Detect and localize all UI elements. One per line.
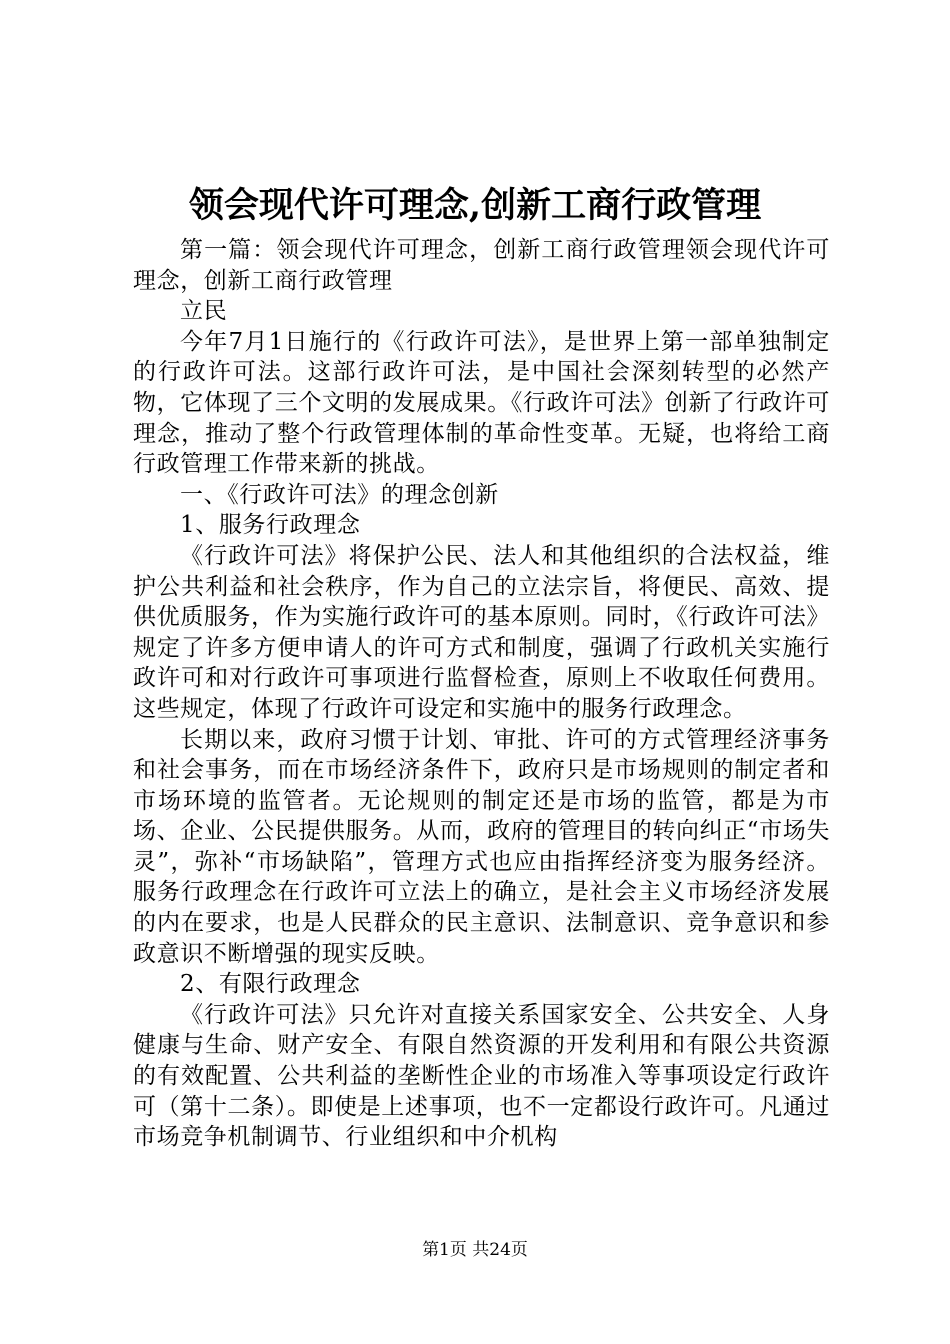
paragraph-part-heading: 第一篇：领会现代许可理念，创新工商行政管理领会现代许可理念，创新工商行政管理 bbox=[133, 237, 830, 294]
document-title: 领会现代许可理念,创新工商行政管理 bbox=[188, 185, 762, 226]
paragraph-limited-1: 《行政许可法》只允许对直接关系国家安全、公共安全、人身健康与生命、财产安全、有限自然资源的开发利用和有限公共资源的有效配置、公共利益的垄断性企业的市场准入等事项设定行政许可（第十二条）。即使是上述事项，也不一定都设行政许可。凡通过市场竞争机制调节、行业组织和中介机构 bbox=[133, 1001, 830, 1151]
paragraph-intro: 今年7月1日施行的《行政许可法》，是世界上第一部单独制定的行政许可法。这部行政许可法，是中国社会深刻转型的必然产物，它体现了三个文明的发展成果。《行政许可法》创新了行政许可理念，推动了整个行政管理体制的革命性变革。无疑，也将给工商行政管理工作带来新的挑战。 bbox=[133, 328, 830, 478]
document-body bbox=[133, 235, 830, 1153]
subsection-heading-1: 1、服务行政理念 bbox=[180, 512, 361, 539]
section-heading-1: 一、《行政许可法》的理念创新 bbox=[180, 481, 499, 508]
subsection-heading-2: 2、有限行政理念 bbox=[180, 971, 361, 998]
paragraph-service-2: 长期以来，政府习惯于计划、审批、许可的方式管理经济事务和社会事务，而在市场经济条件下，政府只是市场规则的制定者和市场环境的监管者。无论规则的制定还是市场的监管，都是为市场、企业、公民提供服务。从而，政府的管理目的转向纠正“市场失灵”，弥补“市场缺陷”，管理方式也应由指挥经济变为服务经济。服务行政理念在行政许可立法上的确立，是社会主义市场经济发展的内在要求，也是人民群众的民主意识、法制意识、竞争意识和参政意识不断增强的现实反映。 bbox=[133, 726, 830, 967]
paragraph-service-1: 《行政许可法》将保护公民、法人和其他组织的合法权益，维护公共利益和社会秩序，作为自己的立法宗旨，将便民、高效、提供优质服务，作为实施行政许可的基本原则。同时，《行政许可法》规定了许多方便申请人的许可方式和制度，强调了行政机关实施行政许可和对行政许可事项进行监督检查，原则上不收取任何费用。这些规定，体现了行政许可设定和实施中的服务行政理念。 bbox=[133, 542, 830, 722]
paragraph-author: 立民 bbox=[180, 298, 228, 325]
page-footer: 第1页 共24页 bbox=[422, 1240, 528, 1260]
